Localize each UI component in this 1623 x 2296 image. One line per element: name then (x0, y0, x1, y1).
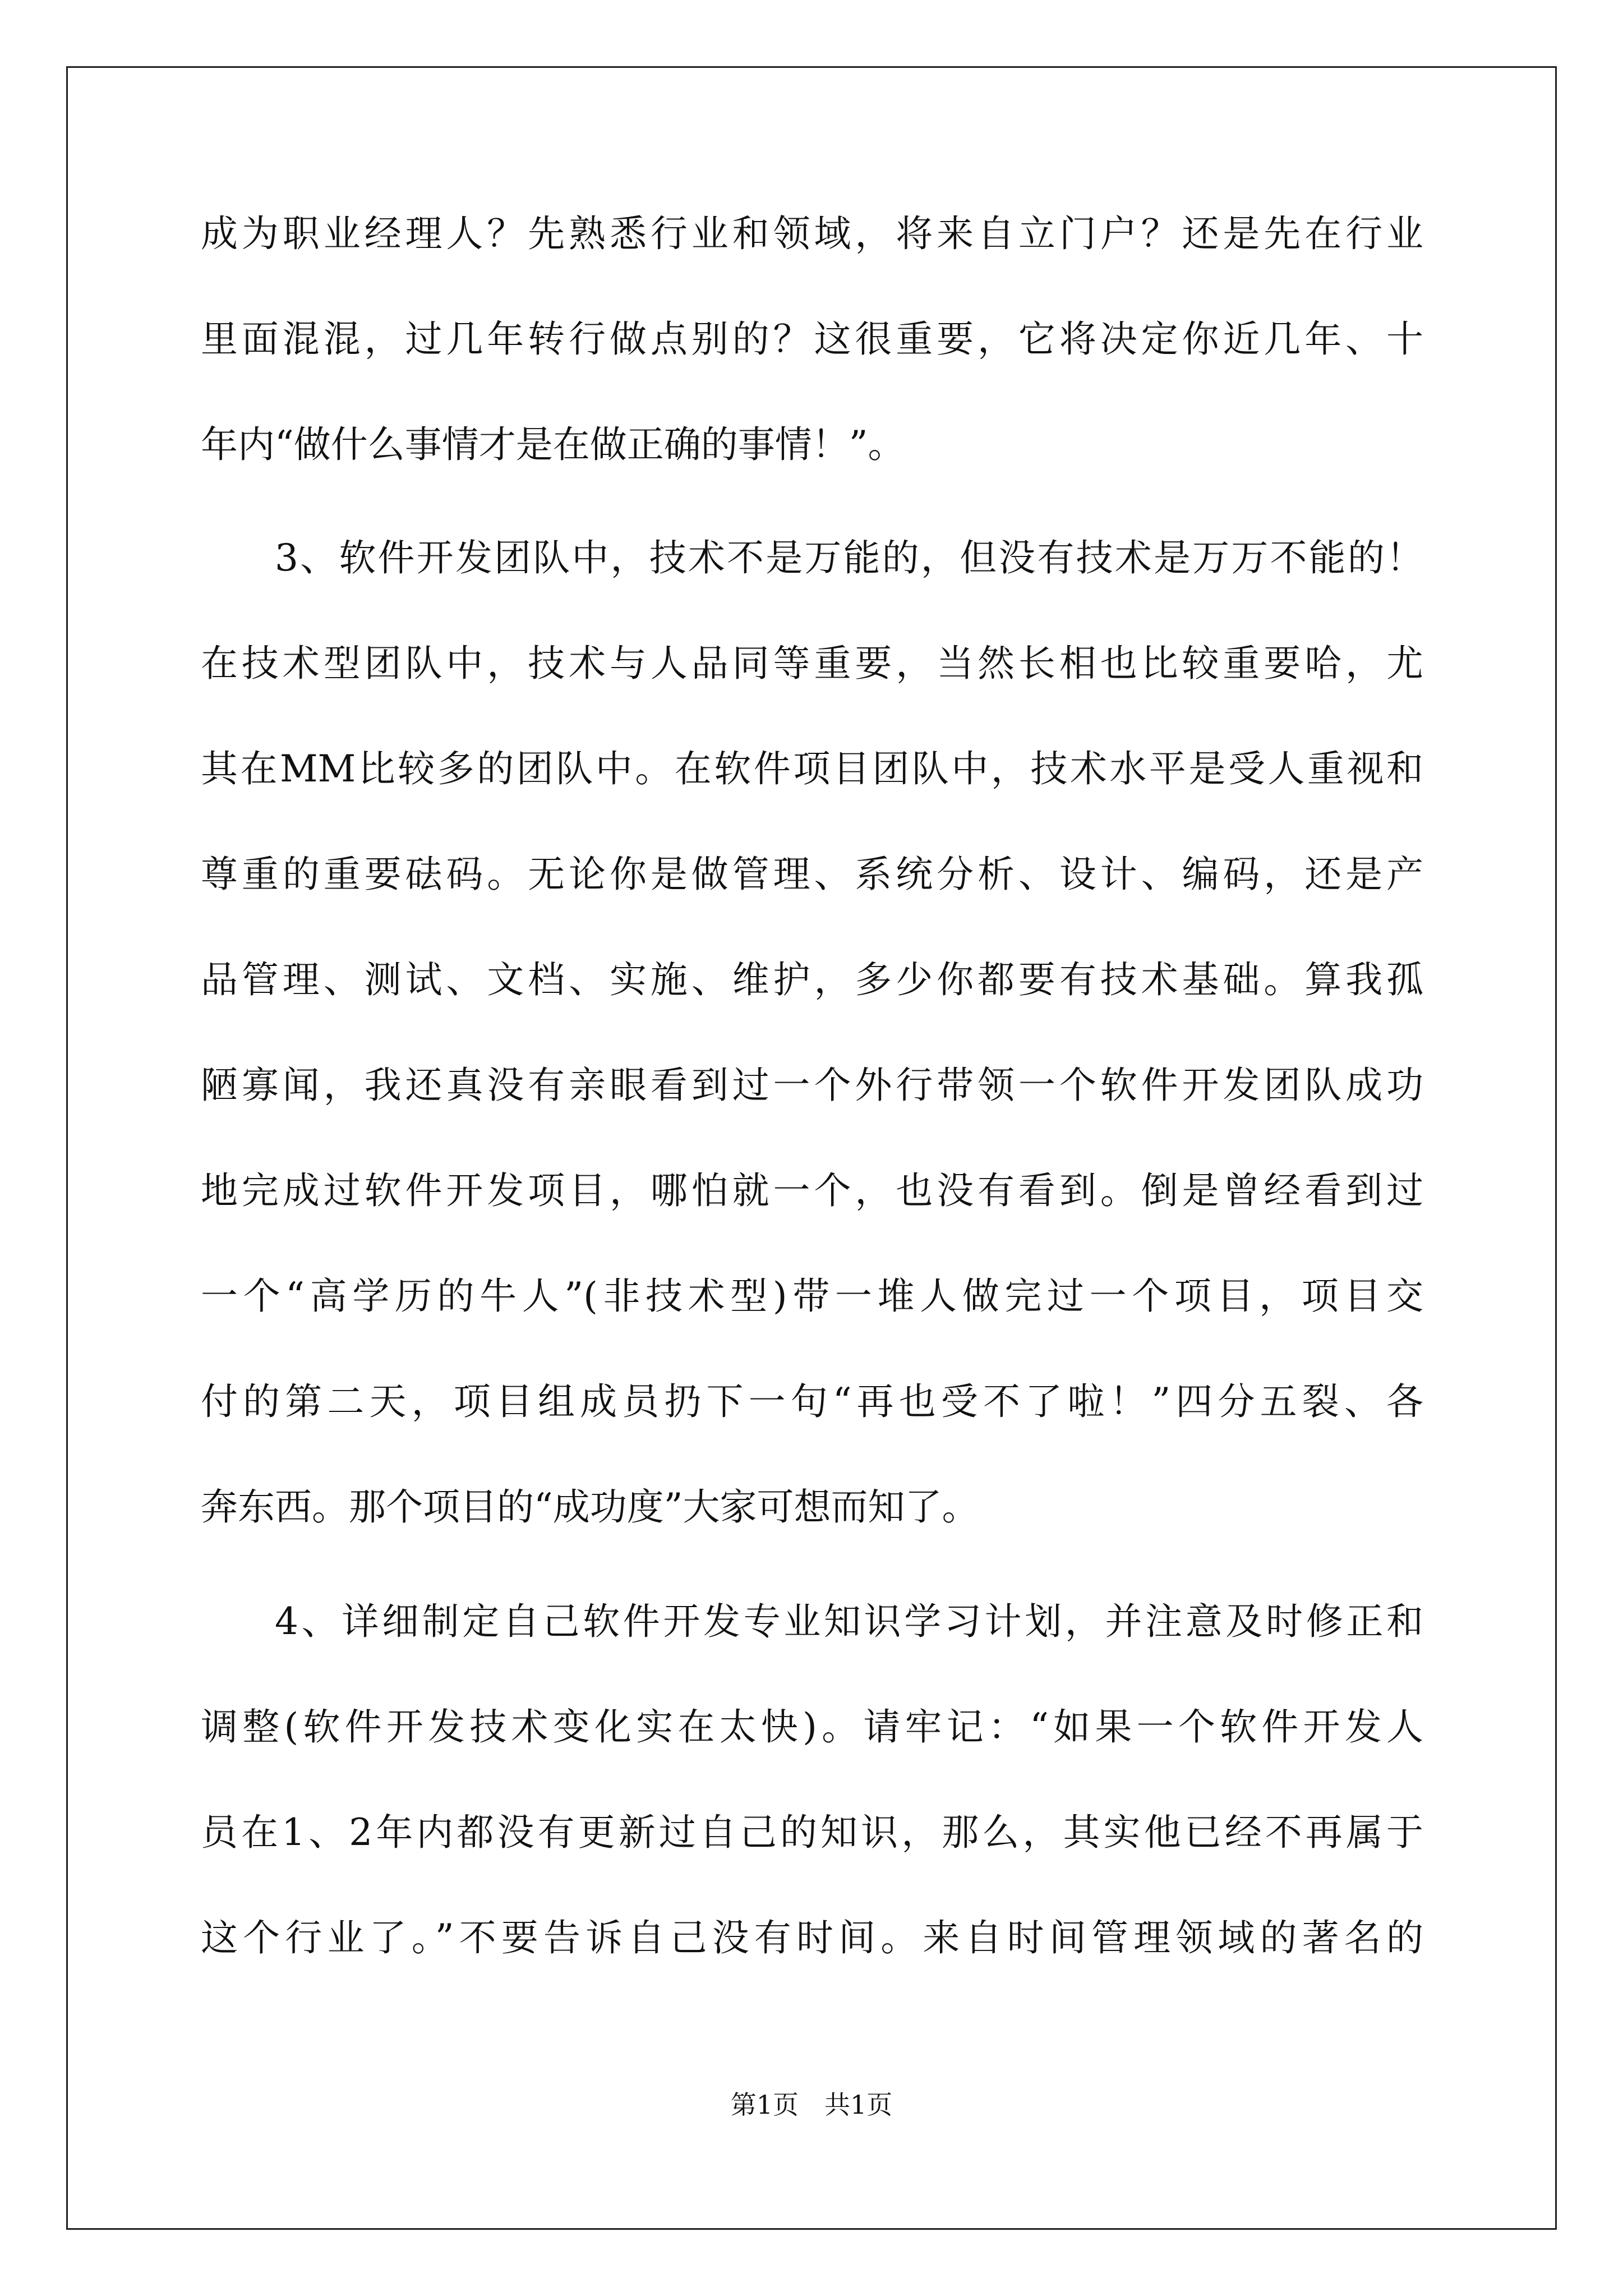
text-line: 奔东西。那个项目的“成功度”大家可想而知了。 (201, 1485, 979, 1529)
text-line: 年内“做什么事情才是在做正确的事情！”。 (201, 423, 905, 466)
page-border (66, 66, 1557, 2230)
text-line: 尊重的重要砝码。无论你是做管理、系统分析、设计、编码，还是产 (201, 853, 1423, 896)
text-line: 调整(软件开发技术变化实在太快)。请牢记：“如果一个软件开发人 (201, 1705, 1423, 1749)
text-line: 这个行业了。”不要告诉自己没有时间。来自时间管理领域的著名的 (201, 1916, 1423, 1959)
page-footer: 第1页 共1页 (730, 2090, 893, 2120)
paragraph-start-line: 3、软件开发团队中，技术不是万能的，但没有技术是万万不能的！ (275, 536, 1423, 579)
text-line: 一个“高学历的牛人”(非技术型)带一堆人做完过一个项目，项目交 (201, 1274, 1423, 1318)
text-line: 其在MM比较多的团队中。在软件项目团队中，技术水平是受人重视和 (201, 747, 1423, 790)
text-line: 陋寡闻，我还真没有亲眼看到过一个外行带领一个软件开发团队成功 (201, 1064, 1423, 1107)
text-line: 品管理、测试、文档、实施、维护，多少你都要有技术基础。算我孤 (201, 958, 1423, 1001)
paragraph-start-line: 4、详细制定自己软件开发专业知识学习计划，并注意及时修正和 (275, 1600, 1423, 1643)
text-line: 里面混混，过几年转行做点别的？这很重要，它将决定你近几年、十 (201, 318, 1423, 361)
text-line: 付的第二天，项目组成员扔下一句“再也受不了啦！”四分五裂、各 (201, 1380, 1423, 1423)
text-line: 在技术型团队中，技术与人品同等重要，当然长相也比较重要哈，尤 (201, 642, 1423, 685)
text-line: 地完成过软件开发项目，哪怕就一个，也没有看到。倒是曾经看到过 (201, 1169, 1423, 1212)
text-line: 成为职业经理人？先熟悉行业和领域，将来自立门户？还是先在行业 (201, 212, 1423, 255)
text-line: 员在1、2年内都没有更新过自己的知识，那么，其实他已经不再属于 (201, 1811, 1423, 1854)
